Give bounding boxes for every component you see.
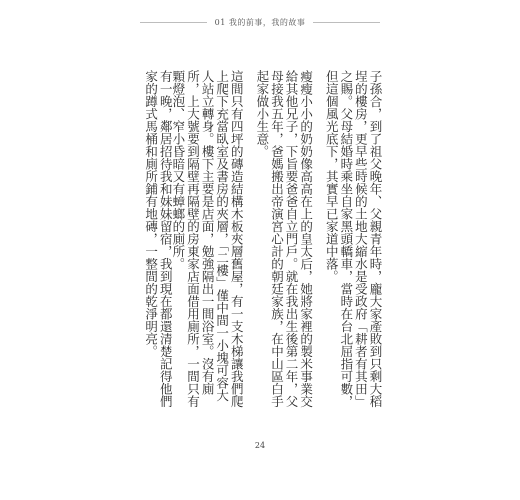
running-header: [140, 17, 380, 28]
paragraph-4: 有一晚，鄰居招待我和妹妹留宿，我到現在都還清楚記得他們家的蹲式馬桶和廁所鋪有地磚，一整間的乾淨明亮。: [143, 70, 174, 408]
chapter-title: 01 我的前事，我的故事: [214, 18, 306, 27]
paragraph-2: 瘦瘦小小的奶奶像高高在上的皇太后，她將家裡的製米事業交給其他兄子，下旨要爸爸自立門戶。就在我出生後第二年，父母接我五年，爸媽搬出帝演宮心計的朝廷家族，在中山區白手起家做小生意。: [254, 70, 314, 408]
vertical-text-body: [143, 70, 383, 410]
paragraph-3: 這間只有四坪的磚造結構木板夾層舊屋，有一支木梯讓我們爬上爬下充當臥室及書房的夾層，「二樓」僅中間一小塊可容大人站立轉身。樓下主要是店面，勉強隔出一間浴室。沒有廁所，上大號要到隔壁再隔壁的房東家店面借用廁所，一間只有顆燈泡、窄小昏暗又有蟑螂的廁所。: [170, 70, 245, 408]
page-number: 24: [254, 441, 266, 450]
header-rule-right: [313, 22, 380, 23]
header-rule-left: [140, 22, 207, 23]
paragraph-1: 子孫合，到了祖父晚年、父親青年時，龐大家產敗到只剩大稻埕的樓房，更早些時候的土地大縮水是受政府「耕者有其田」之賜。父母結婚時乘坐自家黑頭轎車，當時在台北屈指可數，但這個風光底下，其實早已家道中落。: [324, 70, 383, 408]
